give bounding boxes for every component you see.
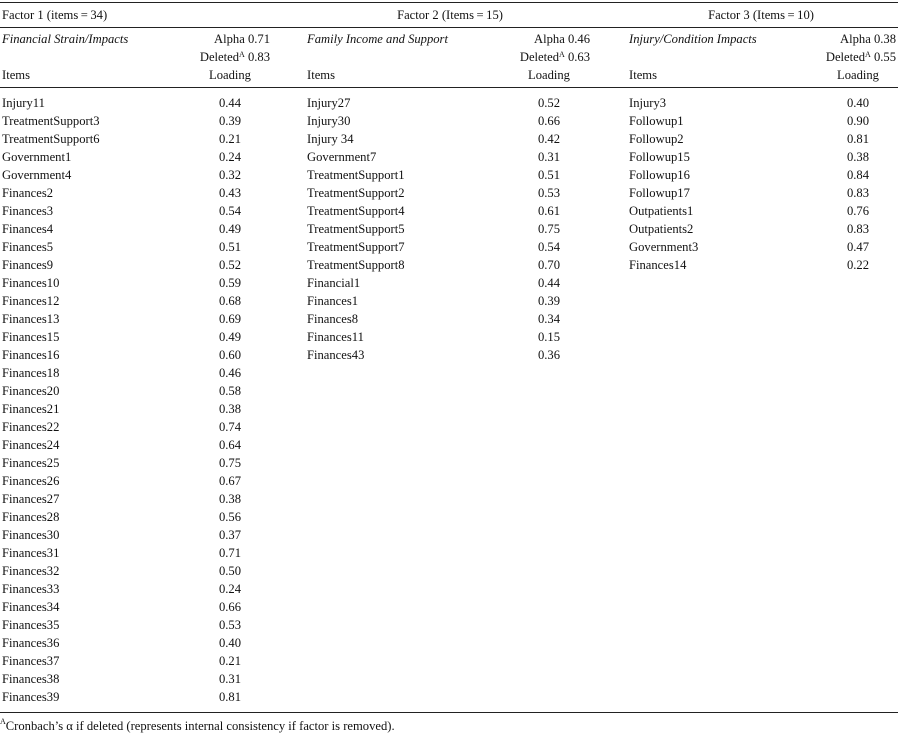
table-row	[2, 202, 302, 220]
loading-value: 0.71	[218, 546, 242, 560]
loading-value: 0.42	[537, 132, 561, 146]
table-row	[2, 508, 302, 526]
footnote: $^A$Cronbach’s α if deleted (represents internal consistency if factor is removed).	[0, 717, 395, 733]
top-rule	[0, 2, 898, 3]
item-name: Government4	[2, 168, 72, 182]
loading-value: 0.39	[218, 114, 242, 128]
item-name: TreatmentSupport5	[307, 222, 405, 236]
loading-value: 0.43	[218, 186, 242, 200]
item-name: Injury 34	[307, 132, 354, 146]
loading-value: 0.24	[218, 150, 242, 164]
table-row	[307, 256, 607, 274]
factor1-loading-label: Loading	[209, 68, 251, 82]
loading-value: 0.44	[218, 96, 242, 110]
loading-value: 0.50	[218, 564, 242, 578]
loading-value: 0.54	[537, 240, 561, 254]
loading-value: 0.74	[218, 420, 242, 434]
item-name: Finances13	[2, 312, 60, 326]
item-name: Finances33	[2, 582, 60, 596]
loading-value: 0.59	[218, 276, 242, 290]
table-row	[307, 148, 607, 166]
factor3-header: Factor 3 (Items = 10)	[708, 8, 814, 22]
table-row	[2, 616, 302, 634]
loading-value: 0.67	[218, 474, 242, 488]
factor2-name: Family Income and Support	[307, 32, 448, 46]
table-row	[307, 220, 607, 238]
loading-value: 0.66	[218, 600, 242, 614]
loading-value: 0.64	[218, 438, 242, 452]
table-row	[629, 166, 898, 184]
item-name: Government3	[629, 240, 699, 254]
table-row	[2, 94, 302, 112]
loading-value: 0.44	[537, 276, 561, 290]
table-row	[2, 688, 302, 706]
table-row	[2, 670, 302, 688]
item-name: Finances34	[2, 600, 60, 614]
loading-value: 0.49	[218, 222, 242, 236]
item-name: TreatmentSupport3	[2, 114, 100, 128]
item-name: Followup2	[629, 132, 684, 146]
loading-value: 0.34	[537, 312, 561, 326]
table-row	[2, 328, 302, 346]
item-name: Followup17	[629, 186, 690, 200]
table-row	[2, 472, 302, 490]
loading-value: 0.38	[218, 492, 242, 506]
factor1-alpha: Alpha 0.71	[214, 32, 270, 46]
table-row	[307, 310, 607, 328]
loading-value: 0.81	[218, 690, 242, 704]
factor2-items-list	[307, 94, 607, 364]
table-row	[2, 580, 302, 598]
item-name: Injury3	[629, 96, 667, 110]
loading-value: 0.21	[218, 132, 242, 146]
table-row	[2, 382, 302, 400]
table-row	[307, 238, 607, 256]
item-name: Injury30	[307, 114, 351, 128]
item-name: Finances20	[2, 384, 60, 398]
item-name: Finances37	[2, 654, 60, 668]
item-name: TreatmentSupport1	[307, 168, 405, 182]
table-row	[2, 436, 302, 454]
bottom-rule	[0, 712, 898, 713]
loading-value: 0.68	[218, 294, 242, 308]
table-row	[307, 94, 607, 112]
table-row	[307, 274, 607, 292]
item-name: Finances26	[2, 474, 60, 488]
table-row	[629, 112, 898, 130]
loading-value: 0.76	[846, 204, 870, 218]
item-name: Finances8	[307, 312, 359, 326]
item-name: Finances1	[307, 294, 359, 308]
item-name: Finances25	[2, 456, 60, 470]
factor1-name: Financial Strain/Impacts	[2, 32, 129, 46]
item-name: Finances36	[2, 636, 60, 650]
item-name: Followup16	[629, 168, 690, 182]
item-name: Finances9	[2, 258, 54, 272]
loading-value: 0.37	[218, 528, 242, 542]
table-row	[2, 220, 302, 238]
item-name: TreatmentSupport4	[307, 204, 405, 218]
loading-value: 0.52	[537, 96, 561, 110]
table-row	[2, 544, 302, 562]
factor1-header: Factor 1 (items = 34)	[2, 8, 108, 22]
table-row	[307, 202, 607, 220]
item-name: Injury27	[307, 96, 351, 110]
table-row	[2, 562, 302, 580]
table-row	[2, 418, 302, 436]
loading-value: 0.21	[218, 654, 242, 668]
table-row	[629, 256, 898, 274]
table-row	[2, 166, 302, 184]
item-name: Government1	[2, 150, 72, 164]
loading-value: 0.46	[218, 366, 242, 380]
loading-value: 0.58	[218, 384, 242, 398]
loading-value: 0.36	[537, 348, 561, 362]
loading-value: 0.51	[218, 240, 242, 254]
table-row	[2, 130, 302, 148]
item-name: Finances5	[2, 240, 54, 254]
factor3-deleted: Deleted$^A$ 0.55	[825, 50, 896, 64]
loading-value: 0.38	[846, 150, 870, 164]
table-row	[2, 112, 302, 130]
table-row	[2, 274, 302, 292]
table-row	[2, 346, 302, 364]
factor2-loading-label: Loading	[528, 68, 570, 82]
item-name: Finances3	[2, 204, 54, 218]
item-name: Finances28	[2, 510, 60, 524]
loading-value: 0.47	[846, 240, 870, 254]
item-name: Finances43	[307, 348, 365, 362]
factor3-items-label: Items	[629, 68, 657, 82]
loading-value: 0.56	[218, 510, 242, 524]
item-name: Financial1	[307, 276, 361, 290]
item-name: Finances39	[2, 690, 60, 704]
loading-value: 0.61	[537, 204, 561, 218]
loading-value: 0.24	[218, 582, 242, 596]
item-name: Finances2	[2, 186, 54, 200]
item-name: TreatmentSupport7	[307, 240, 405, 254]
loading-value: 0.81	[846, 132, 870, 146]
header-rule	[0, 27, 898, 28]
loading-value: 0.69	[218, 312, 242, 326]
table-row	[629, 202, 898, 220]
table-row	[2, 526, 302, 544]
item-name: Outpatients2	[629, 222, 694, 236]
loading-value: 0.31	[537, 150, 561, 164]
loading-value: 0.49	[218, 330, 242, 344]
loading-value: 0.75	[218, 456, 242, 470]
loading-value: 0.51	[537, 168, 561, 182]
loading-value: 0.75	[537, 222, 561, 236]
loading-value: 0.53	[537, 186, 561, 200]
item-name: Finances10	[2, 276, 60, 290]
item-name: Finances12	[2, 294, 60, 308]
item-name: Finances38	[2, 672, 60, 686]
item-name: Finances21	[2, 402, 60, 416]
loading-value: 0.15	[537, 330, 561, 344]
table-row	[307, 184, 607, 202]
table-row	[2, 454, 302, 472]
item-name: Finances18	[2, 366, 60, 380]
table-row	[2, 184, 302, 202]
item-name: Government7	[307, 150, 377, 164]
item-name: Finances27	[2, 492, 60, 506]
item-name: TreatmentSupport6	[2, 132, 100, 146]
loading-value: 0.52	[218, 258, 242, 272]
loading-value: 0.32	[218, 168, 242, 182]
table-row	[307, 292, 607, 310]
loading-value: 0.38	[218, 402, 242, 416]
loading-value: 0.40	[218, 636, 242, 650]
table-row	[629, 238, 898, 256]
loading-value: 0.83	[846, 186, 870, 200]
table-row	[307, 130, 607, 148]
loading-value: 0.39	[537, 294, 561, 308]
table-row	[2, 256, 302, 274]
factor1-items-label: Items	[2, 68, 30, 82]
table-row	[2, 634, 302, 652]
factor3-items-list	[629, 94, 898, 274]
table-row	[2, 238, 302, 256]
factor2-deleted: Deleted$^A$ 0.63	[519, 50, 590, 64]
table-row	[2, 148, 302, 166]
table-row	[307, 166, 607, 184]
table-row	[2, 490, 302, 508]
table-row	[629, 148, 898, 166]
factor1-deleted: Deleted$^A$ 0.83	[199, 50, 270, 64]
loading-value: 0.54	[218, 204, 242, 218]
loading-value: 0.66	[537, 114, 561, 128]
item-name: Finances30	[2, 528, 60, 542]
table-row	[2, 652, 302, 670]
item-name: Finances35	[2, 618, 60, 632]
item-name: Outpatients1	[629, 204, 694, 218]
loading-value: 0.90	[846, 114, 870, 128]
table-row	[2, 292, 302, 310]
item-name: Followup1	[629, 114, 684, 128]
loading-value: 0.83	[846, 222, 870, 236]
item-name: Finances16	[2, 348, 60, 362]
table-row	[307, 346, 607, 364]
table-row	[2, 364, 302, 382]
item-name: Finances24	[2, 438, 60, 452]
subheader-rule	[0, 87, 898, 88]
item-name: TreatmentSupport2	[307, 186, 405, 200]
table-row	[629, 220, 898, 238]
item-name: Finances22	[2, 420, 60, 434]
item-name: Finances32	[2, 564, 60, 578]
loading-value: 0.31	[218, 672, 242, 686]
table-row	[307, 112, 607, 130]
table-row	[2, 310, 302, 328]
loading-value: 0.22	[846, 258, 870, 272]
item-name: Finances31	[2, 546, 60, 560]
factor3-alpha: Alpha 0.38	[840, 32, 896, 46]
factor2-alpha: Alpha 0.46	[534, 32, 590, 46]
loading-value: 0.84	[846, 168, 870, 182]
factor1-items-list	[2, 94, 302, 706]
table-row	[629, 94, 898, 112]
loading-value: 0.40	[846, 96, 870, 110]
item-name: TreatmentSupport8	[307, 258, 405, 272]
item-name: Injury11	[2, 96, 45, 110]
table-row	[307, 328, 607, 346]
table-row	[629, 130, 898, 148]
item-name: Finances4	[2, 222, 54, 236]
loading-value: 0.60	[218, 348, 242, 362]
item-name: Finances14	[629, 258, 687, 272]
table-row	[2, 400, 302, 418]
table-row	[629, 184, 898, 202]
item-name: Finances11	[307, 330, 364, 344]
table-row	[2, 598, 302, 616]
item-name: Followup15	[629, 150, 690, 164]
factor3-name: Injury/Condition Impacts	[629, 32, 757, 46]
loading-value: 0.53	[218, 618, 242, 632]
loading-value: 0.70	[537, 258, 561, 272]
factor3-loading-label: Loading	[837, 68, 879, 82]
item-name: Finances15	[2, 330, 60, 344]
factor2-header: Factor 2 (Items = 15)	[397, 8, 503, 22]
factor2-items-label: Items	[307, 68, 335, 82]
